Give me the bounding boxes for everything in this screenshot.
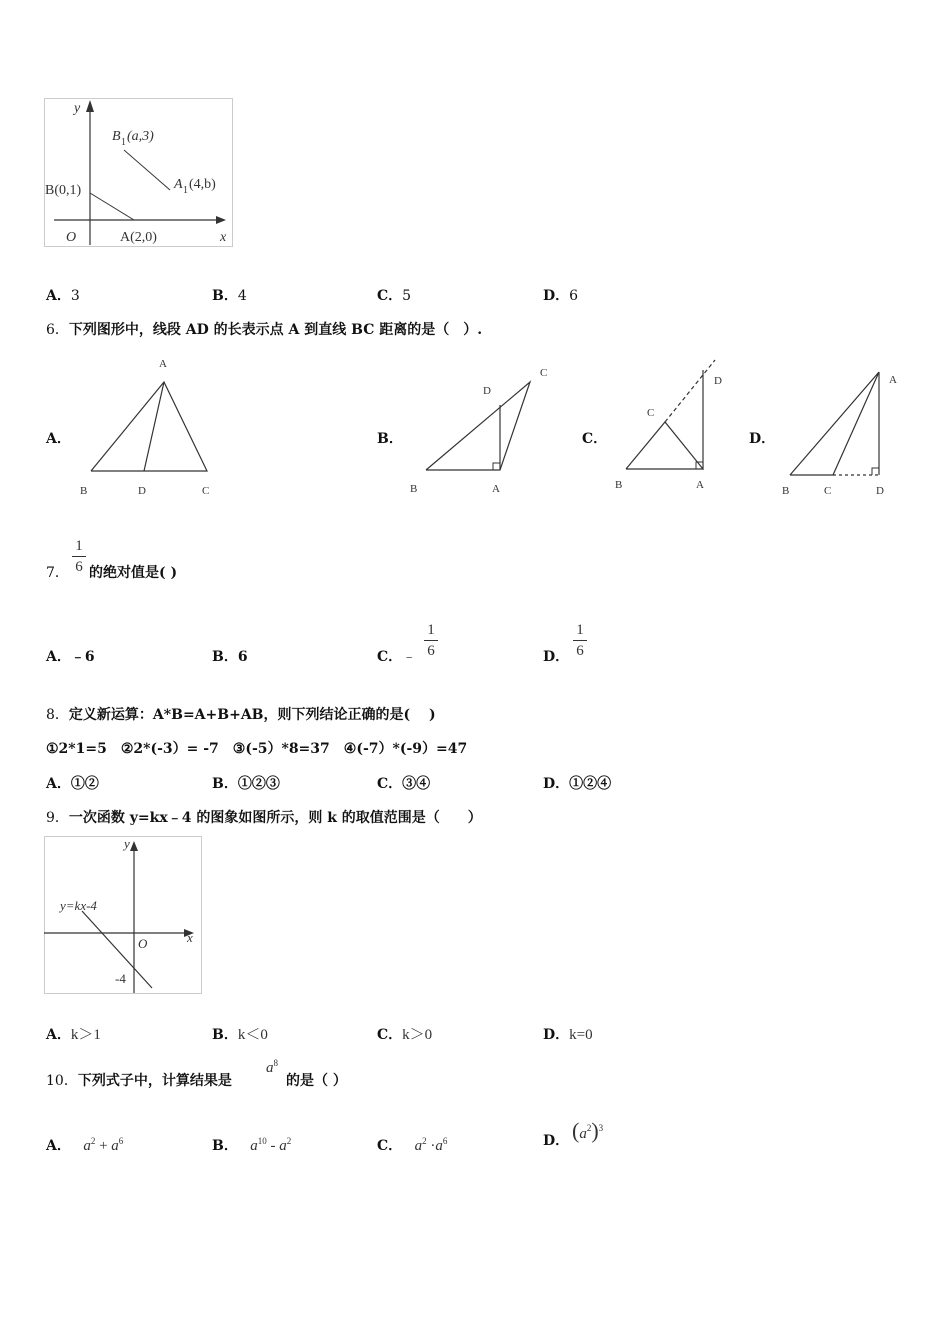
y-axis-arrow-icon — [130, 841, 138, 851]
vertex-C: C — [647, 407, 655, 419]
q10-option-d[interactable] — [543, 1132, 569, 1150]
question-number: 10． — [46, 1073, 78, 1089]
exponent: 2 — [286, 1136, 292, 1146]
base: a — [250, 1138, 258, 1154]
option-label: B． — [212, 288, 238, 304]
option-label: A． — [46, 288, 71, 304]
question-text: 下列图形中，线段 AD 的长表示点 A 到直线 BC 距离的是（ ）. — [68, 322, 483, 338]
q10-option-a[interactable] — [46, 1132, 123, 1155]
option-text: 6 — [237, 649, 248, 665]
base: a — [414, 1138, 423, 1154]
exponent: 8 — [273, 1058, 278, 1068]
operator: + — [99, 1138, 108, 1154]
option-label: D． — [543, 649, 570, 665]
q10-target-expression — [266, 1058, 278, 1077]
y-label: y — [124, 836, 130, 851]
question-number: 6． — [46, 322, 69, 338]
numerator: 1 — [75, 538, 83, 554]
segment-AB — [90, 193, 134, 220]
base: a — [83, 1138, 91, 1154]
q7-option-c-fraction — [424, 622, 438, 659]
q6-option-b-label[interactable]: B． — [377, 431, 403, 447]
denominator: 6 — [75, 559, 83, 575]
exponent: 2 — [90, 1136, 96, 1146]
option-label: A． — [46, 649, 71, 665]
option-sign: ﹣ — [402, 649, 417, 665]
operator: · — [430, 1138, 436, 1154]
q10-option-b[interactable] — [212, 1132, 291, 1155]
option-label: D． — [543, 288, 570, 304]
question-text: 定义新运算：A*B=A+B+AB，则下列结论正确的是( ) — [68, 707, 436, 723]
q6-option-c-label[interactable]: C． — [582, 431, 608, 447]
question-number: 9． — [46, 810, 69, 826]
point-A1-subscript: 1 — [183, 185, 188, 196]
question-text: 下列式子中，计算结果是 — [77, 1073, 232, 1089]
option-label: A． — [46, 1138, 71, 1154]
q8-option-b[interactable] — [212, 775, 280, 793]
q9-option-c[interactable] — [377, 1026, 432, 1044]
option-label: D． — [543, 1027, 570, 1043]
vertex-B: B — [782, 485, 790, 497]
denominator: 6 — [576, 643, 584, 659]
vertex-B: B — [615, 479, 623, 491]
point-B1-letter: B — [112, 129, 121, 144]
q10-option-d-expression: $(a^2)^3$ — [572, 1118, 604, 1143]
triangle-figure-a — [78, 352, 238, 502]
base: a — [435, 1138, 443, 1154]
q6-figure-c — [612, 356, 732, 500]
option-text: k＞0 — [402, 1027, 433, 1043]
option-text: 3 — [70, 288, 80, 304]
vertex-A: A — [492, 483, 500, 495]
q7-option-b[interactable] — [212, 648, 248, 666]
numerator: 1 — [427, 622, 435, 638]
option-label: C． — [377, 776, 403, 792]
option-text: 4 — [237, 288, 247, 304]
option-text: ①②③ — [237, 776, 280, 792]
vertex-D: D — [483, 385, 491, 397]
base: a — [111, 1138, 119, 1154]
vertex-A: A — [889, 374, 897, 386]
q8-option-c[interactable] — [377, 775, 430, 793]
option-text: 6 — [569, 288, 579, 304]
y-label: y — [74, 101, 81, 116]
q6-option-d-label[interactable]: D． — [749, 431, 776, 447]
option-label: A． — [46, 1027, 71, 1043]
numerator: 1 — [576, 622, 584, 638]
x-axis-arrow-icon — [216, 216, 226, 224]
option-label: C． — [377, 1027, 403, 1043]
option-label: B． — [212, 1027, 238, 1043]
x-label: x — [220, 230, 227, 245]
triangle-figure-b — [404, 362, 564, 502]
q9-option-d[interactable] — [543, 1026, 593, 1044]
exponent: 10 — [257, 1136, 267, 1146]
option-text: k＞1 — [70, 1027, 101, 1043]
option-label: B． — [212, 1138, 238, 1154]
triangle-figure-d — [776, 366, 916, 501]
q5-option-c[interactable] — [377, 287, 411, 305]
point-B1-subscript: 1 — [121, 137, 126, 148]
base: a — [579, 1126, 587, 1142]
q10-stem — [46, 1072, 232, 1090]
option-text: k=0 — [569, 1027, 593, 1043]
q7-option-a[interactable] — [46, 648, 95, 666]
origin-label: O — [66, 230, 77, 245]
exponent: 2 — [422, 1136, 427, 1146]
q7-option-d-fraction — [573, 622, 587, 659]
option-text: ①②④ — [569, 776, 612, 792]
vertex-D: D — [876, 485, 884, 497]
q7-option-c[interactable] — [377, 648, 416, 666]
vertex-A: A — [159, 358, 167, 370]
point-A1-letter: A — [174, 177, 183, 192]
question-text: 一次函数 y=kx﹣4 的图象如图所示，则 k 的取值范围是（ ） — [68, 810, 482, 826]
vertex-B: B — [410, 483, 418, 495]
vertex-C: C — [824, 485, 832, 497]
intercept-label: -4 — [115, 971, 126, 986]
q6-option-a-label[interactable]: A． — [46, 431, 71, 447]
base: a — [279, 1138, 287, 1154]
q5-option-b[interactable] — [212, 287, 247, 305]
option-text: ③④ — [402, 776, 431, 792]
q6-figure-a — [78, 352, 238, 506]
q10-stem-suffix: 的是（ ） — [286, 1073, 347, 1089]
q9-option-b[interactable] — [212, 1026, 268, 1044]
option-text: k＜0 — [237, 1027, 268, 1043]
triangle-figure-c — [612, 356, 732, 496]
point-A1-coord: (4,b) — [189, 177, 216, 192]
q7-stem: 的绝对值是( ) — [89, 565, 178, 581]
line-label: y=kx-4 — [60, 898, 97, 913]
q7-option-d[interactable] — [543, 648, 569, 666]
vertex-C: C — [540, 367, 548, 379]
q9-stem — [46, 809, 482, 827]
option-label: D． — [543, 776, 570, 792]
q6-stem — [46, 321, 482, 339]
option-text: ①② — [70, 776, 99, 792]
vertex-D: D — [138, 485, 146, 497]
origin-label: O — [138, 936, 148, 951]
q8-stem — [46, 706, 436, 724]
q9-figure — [44, 836, 204, 1000]
point-B-label: B(0,1) — [45, 183, 82, 198]
q5-option-a[interactable] — [46, 287, 80, 305]
q8-statements: ①2*1=5 ②2*(-3）= -7 ③(-5）*8=37 ④(-7）*(-9）=47 — [46, 741, 468, 757]
exponent: 6 — [442, 1136, 448, 1146]
option-label: C． — [377, 649, 403, 665]
option-label: C． — [377, 288, 403, 304]
vertex-C: C — [202, 485, 210, 497]
option-text: ﹣6 — [70, 649, 95, 665]
denominator: 6 — [427, 643, 435, 659]
vertex-B: B — [80, 485, 88, 497]
exponent: 2 — [586, 1123, 592, 1133]
outer-exponent: 3 — [598, 1123, 604, 1133]
point-B1-coord: (a,3) — [127, 129, 154, 144]
option-label: A． — [46, 776, 71, 792]
base: a — [266, 1060, 274, 1076]
q10-option-c[interactable] — [377, 1132, 447, 1155]
q6-figure-d — [776, 366, 916, 505]
option-text: 5 — [402, 288, 412, 304]
exponent: 6 — [118, 1136, 124, 1146]
y-axis-arrow-icon — [86, 100, 94, 112]
q5-option-d[interactable] — [543, 287, 578, 305]
point-A-label: A(2,0) — [120, 230, 157, 245]
q7-fraction — [72, 538, 86, 575]
vertex-D: D — [714, 375, 722, 387]
x-label: x — [187, 930, 193, 945]
q5-figure — [44, 98, 234, 248]
option-label: C． — [377, 1138, 403, 1154]
q9-function-graph — [44, 836, 204, 996]
q7-number: 7． — [46, 565, 69, 581]
q8-option-a[interactable] — [46, 775, 99, 793]
option-label: B． — [212, 649, 238, 665]
q8-option-d[interactable] — [543, 775, 611, 793]
option-label: D． — [543, 1133, 570, 1149]
q6-figure-b — [404, 362, 564, 506]
q9-option-a[interactable] — [46, 1026, 101, 1044]
option-label: B． — [212, 776, 238, 792]
segment-A1B1 — [124, 150, 170, 190]
q5-coordinate-graph — [44, 98, 234, 248]
question-number: 8． — [46, 707, 69, 723]
vertex-A: A — [696, 479, 704, 491]
operator: - — [270, 1138, 276, 1154]
